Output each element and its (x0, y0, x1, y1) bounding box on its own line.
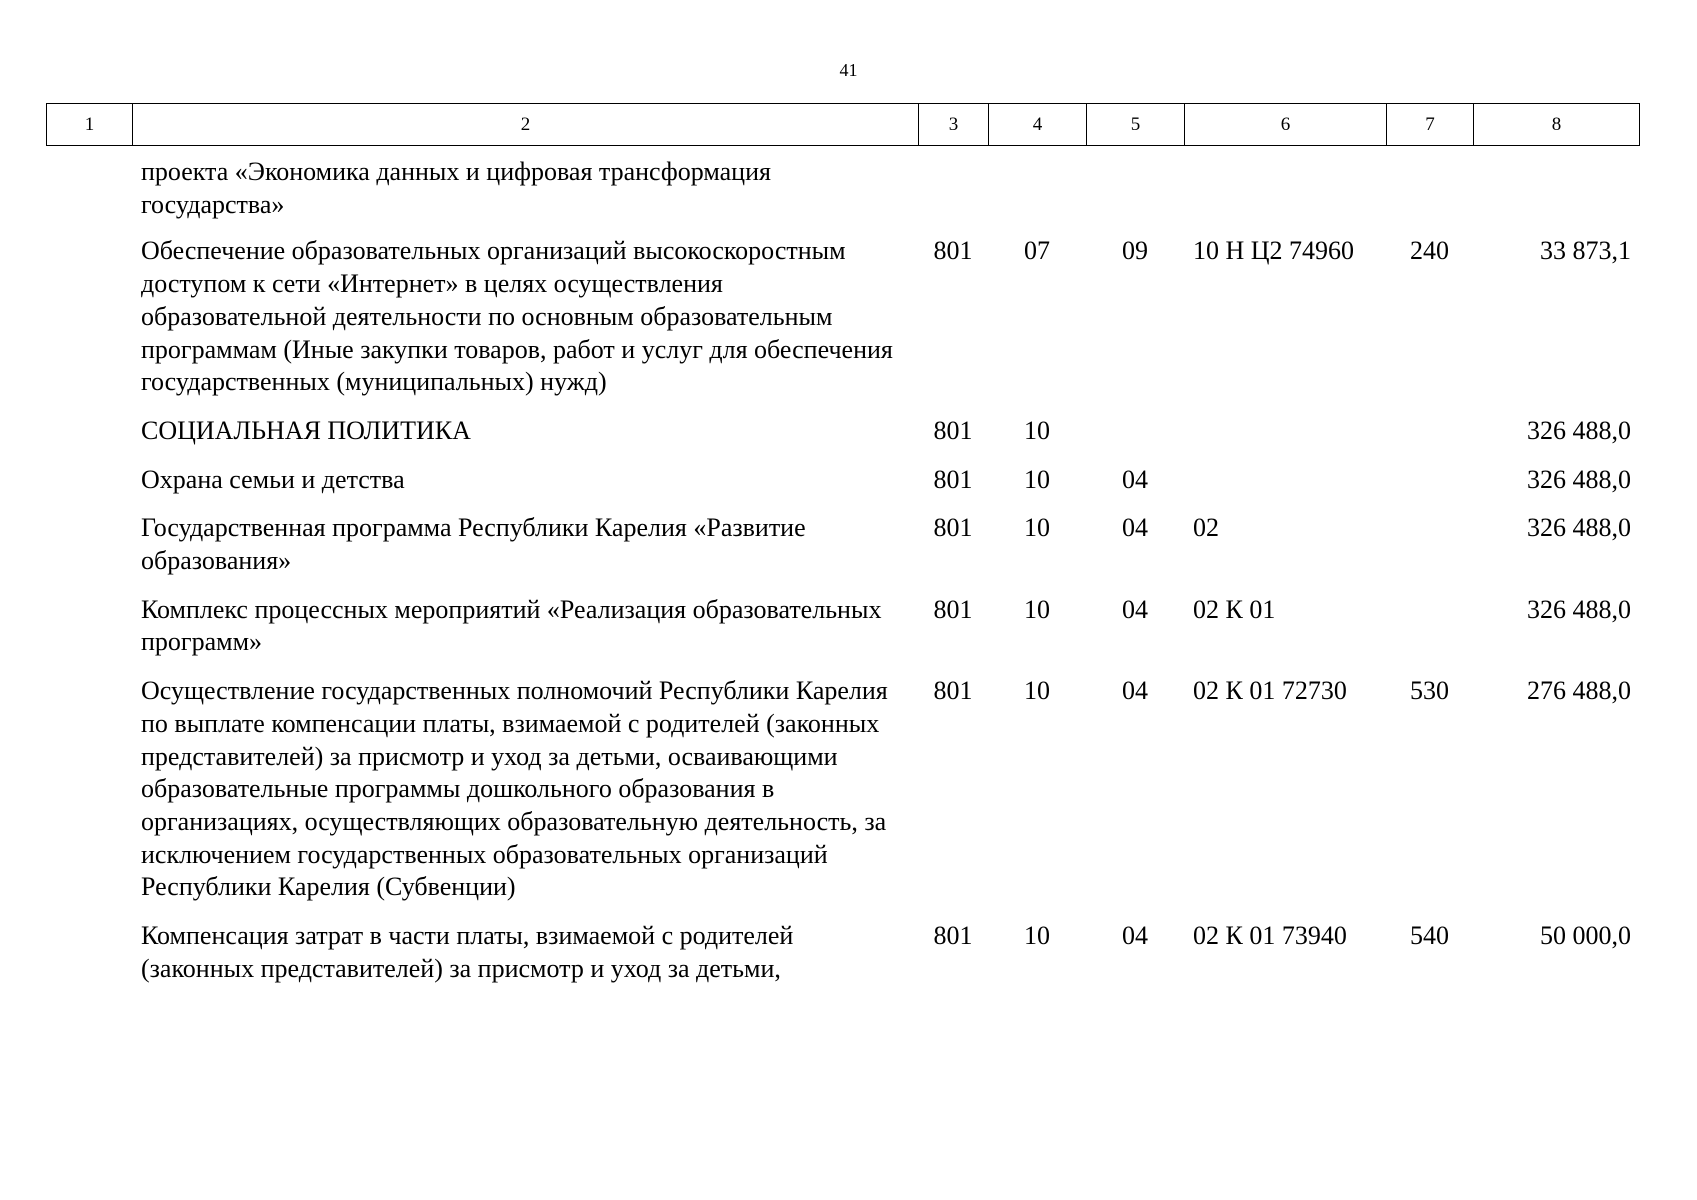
row-ministry-code: 801 (933, 236, 973, 266)
column-number-4: 4 (989, 104, 1087, 146)
row-target-item: 02 К 01 (1193, 594, 1276, 624)
row-target-item: 02 К 01 73940 (1193, 921, 1347, 951)
row-amount (1473, 156, 1639, 235)
row-ministry-code: 801 (933, 676, 973, 706)
column-number-6: 6 (1185, 104, 1387, 146)
row-name: СОЦИАЛЬНАЯ ПОЛИТИКА (141, 415, 471, 445)
column-number-3: 3 (919, 104, 989, 146)
row-amount: 326 488,0 (1527, 464, 1631, 494)
row-name: Государственная программа Республики Карелия «Развитие образования» (141, 513, 806, 576)
row-section-code (988, 156, 1086, 235)
row-subsection-code: 04 (1122, 594, 1148, 624)
row-section-code: 10 (1024, 594, 1050, 624)
table-row (46, 415, 1639, 464)
row-subsection-code: 04 (1122, 464, 1148, 494)
row-expense-type (1386, 512, 1473, 593)
row-subsection-code (1086, 156, 1184, 235)
table-row (46, 512, 1639, 593)
row-name: Комплекс процессных мероприятий «Реализация образовательных программ» (141, 594, 882, 657)
row-section-code: 10 (1024, 921, 1050, 951)
row-name: Компенсация затрат в части платы, взимаемой с родителей (законных представителей) за присмотр и уход за детьми, (141, 921, 794, 983)
row-target-item (1184, 156, 1386, 235)
row-section-code: 10 (1024, 676, 1050, 706)
column-number-5: 5 (1087, 104, 1185, 146)
row-ministry-code: 801 (933, 513, 973, 543)
row-subsection-code: 04 (1122, 676, 1148, 706)
row-expense-type: 540 (1410, 921, 1449, 951)
row-subsection-code: 04 (1122, 513, 1148, 543)
row-section-code: 10 (1024, 415, 1050, 445)
row-target-item: 02 (1193, 513, 1219, 543)
page-number: 41 (839, 60, 858, 80)
row-name: Охрана семьи и детства (141, 464, 405, 494)
row-amount: 276 488,0 (1527, 676, 1631, 706)
row-ministry-code (918, 156, 988, 235)
row-expense-type (1386, 594, 1473, 675)
row-section-code: 07 (1024, 236, 1050, 266)
column-number-row (47, 104, 1640, 146)
row-expense-type: 240 (1410, 236, 1449, 266)
row-expense-type: 530 (1410, 676, 1449, 706)
row-amount: 50 000,0 (1540, 921, 1631, 951)
row-amount: 33 873,1 (1540, 236, 1631, 266)
row-ministry-code: 801 (933, 594, 973, 624)
column-number-1: 1 (47, 104, 133, 146)
row-ministry-code: 801 (933, 921, 973, 951)
row-amount: 326 488,0 (1527, 415, 1631, 445)
table-row (46, 235, 1639, 415)
row-subsection-code: 04 (1122, 921, 1148, 951)
row-target-item: 10 Н Ц2 74960 (1193, 236, 1355, 266)
row-name: Осуществление государственных полномочий Республики Карелия по выплате компенсации платы, взимаемой с родителей (законных представителей) за присмотр и уход за детьми, осваивающими образовательные программы дошкольного образования в организациях, осуществляющих образовательную деятельность, за исключением государственных образовательных организаций Республики Карелия (Субвенции) (141, 676, 888, 902)
row-subsection-code: 09 (1122, 236, 1148, 266)
budget-table (46, 156, 1639, 1001)
row-section-code: 10 (1024, 464, 1050, 494)
row-section-code: 10 (1024, 513, 1050, 543)
column-number-header (46, 103, 1640, 146)
row-subsection-code (1086, 415, 1184, 464)
row-expense-type (1386, 156, 1473, 235)
column-number-8: 8 (1474, 104, 1640, 146)
table-row (46, 156, 1639, 235)
column-number-2: 2 (133, 104, 919, 146)
table-row (46, 920, 1639, 1001)
row-target-item (1184, 415, 1386, 464)
row-expense-type (1386, 464, 1473, 513)
row-amount: 326 488,0 (1527, 594, 1631, 624)
row-name: Обеспечение образовательных организаций высокоскоростным доступом к сети «Интернет» в целях осуществления образовательной деятельности по основным образовательным программам (Иные закупки товаров, работ и услуг для обеспечения государственных (муниципальных) нужд) (141, 236, 893, 397)
table-row (46, 594, 1639, 675)
row-amount: 326 488,0 (1527, 513, 1631, 543)
column-number-7: 7 (1387, 104, 1474, 146)
row-ministry-code: 801 (933, 415, 973, 445)
row-target-item: 02 К 01 72730 (1193, 676, 1347, 706)
table-row (46, 464, 1639, 513)
row-name: проекта «Экономика данных и цифровая трансформация государства» (141, 157, 771, 219)
row-expense-type (1386, 415, 1473, 464)
row-ministry-code: 801 (933, 464, 973, 494)
table-row (46, 675, 1639, 920)
row-target-item (1184, 464, 1386, 513)
